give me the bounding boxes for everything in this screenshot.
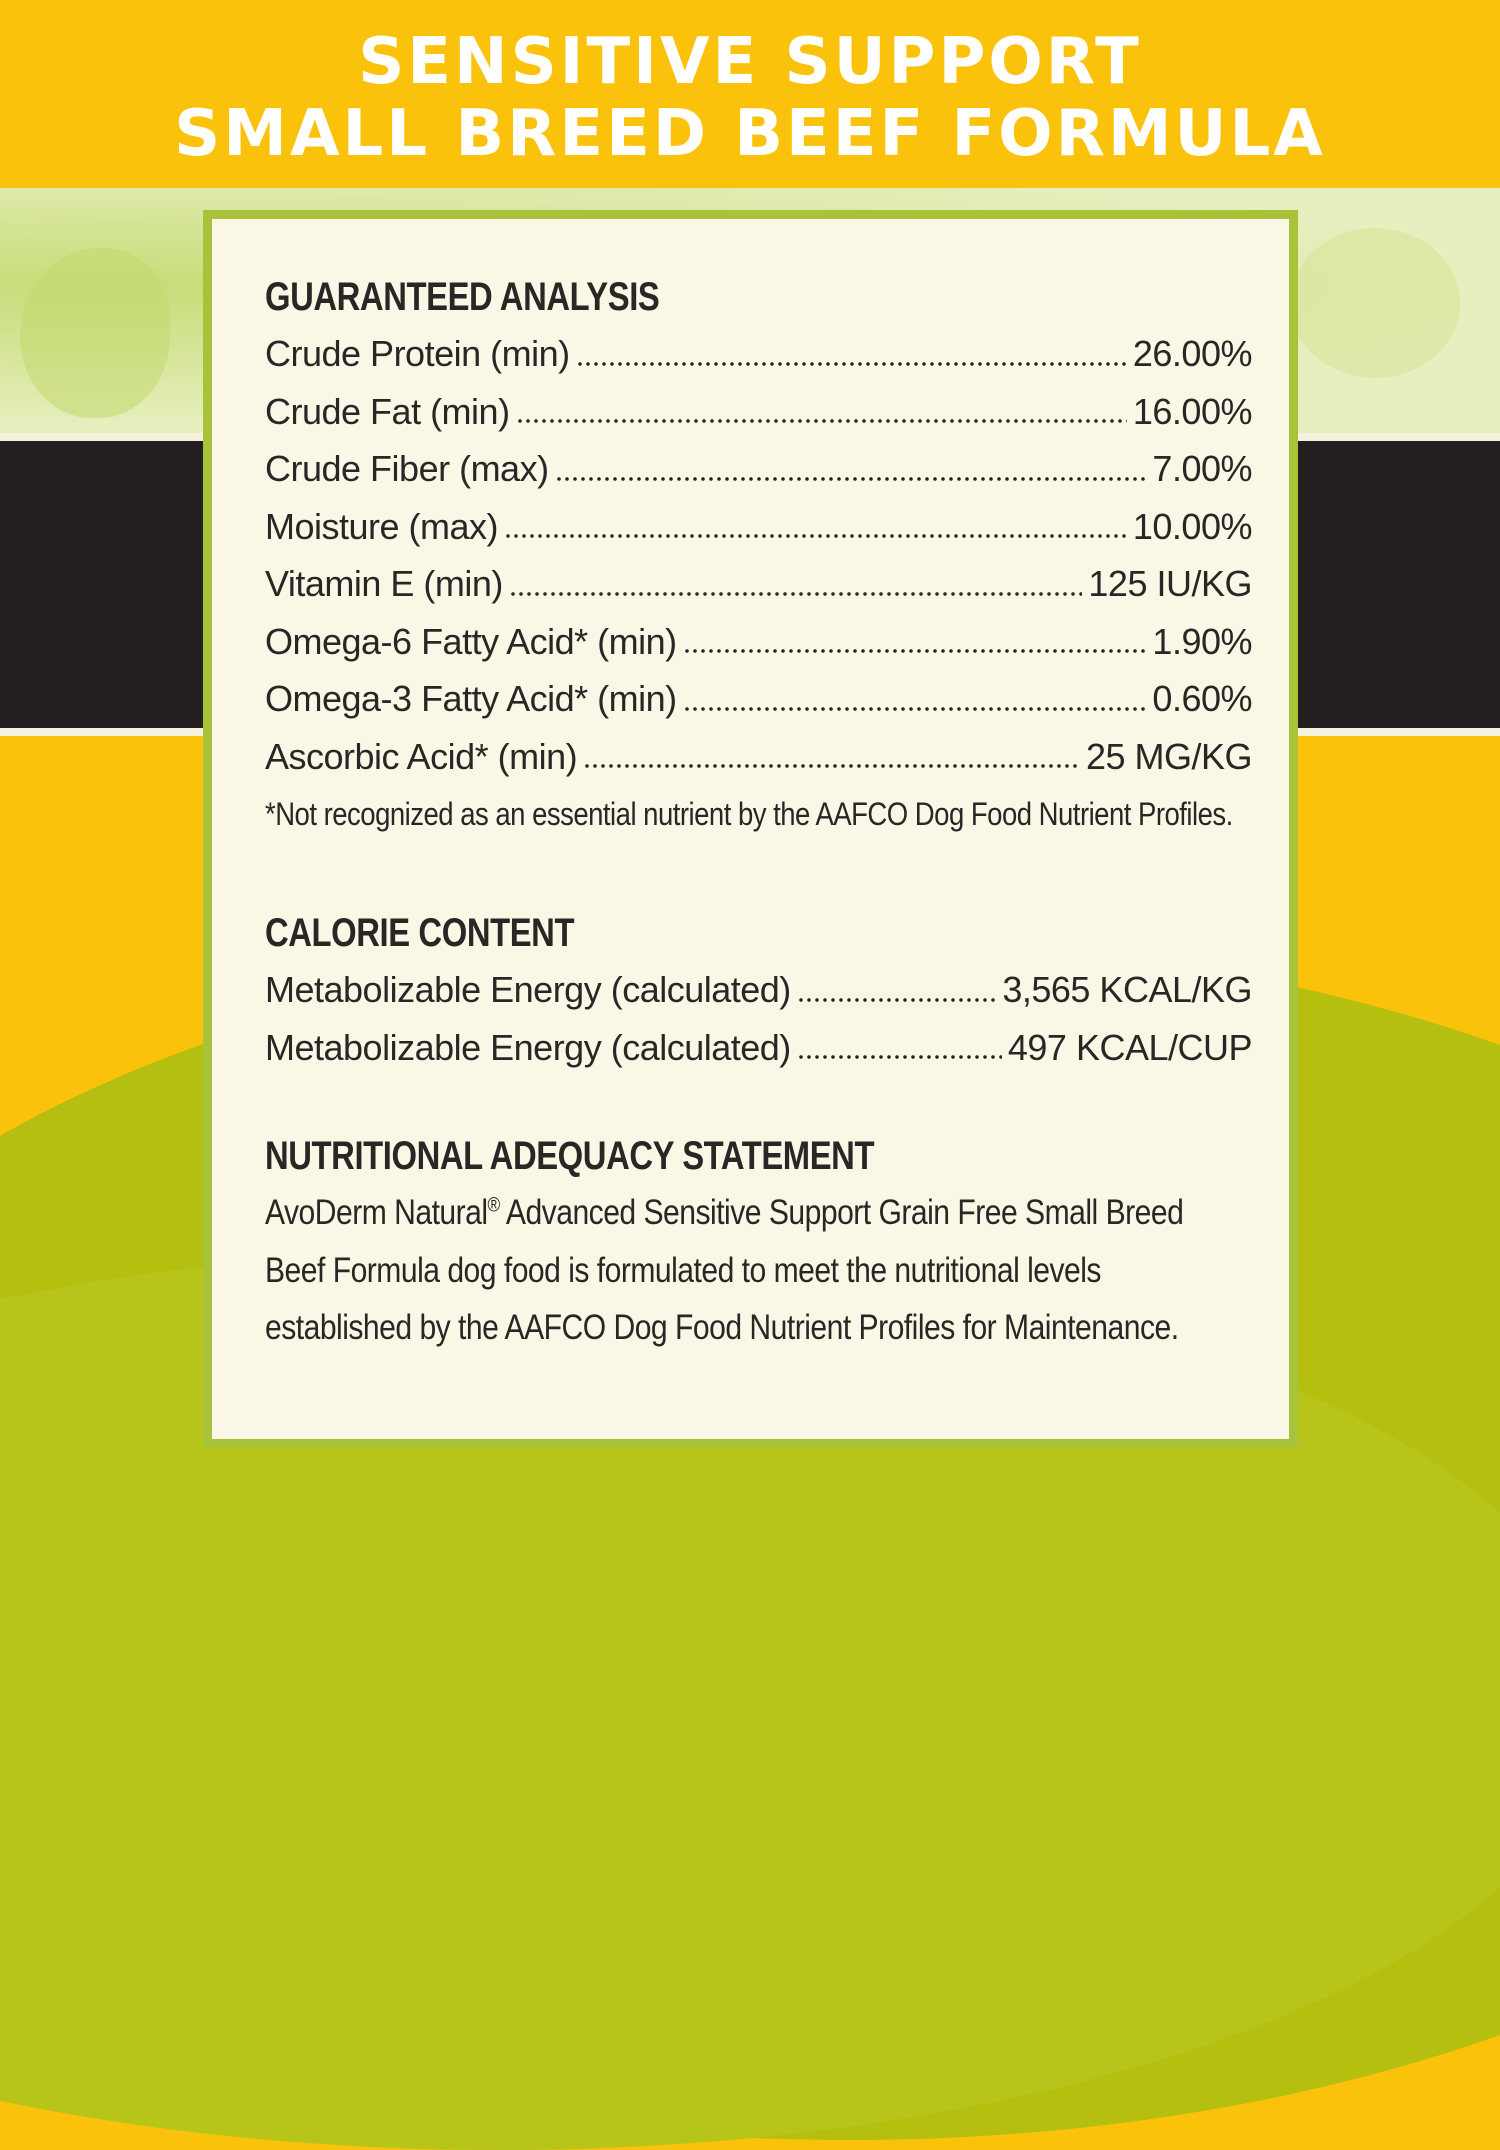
page-title bbox=[0, 26, 1500, 170]
registered-trademark: ® bbox=[487, 1194, 500, 1217]
analysis-row-moisture bbox=[265, 498, 1252, 556]
analysis-row-omega-3 bbox=[265, 670, 1252, 728]
analysis-label: Crude Protein (min) bbox=[265, 333, 570, 374]
calorie-row-per-kg bbox=[265, 961, 1252, 1019]
guaranteed-analysis-heading: GUARANTEED ANALYSIS bbox=[265, 275, 660, 319]
dot-leader bbox=[583, 738, 1080, 774]
statement-text: Advanced Sensitive Support Grain Free Small Breed Beef Formula dog food is formulated to meet the nutritional levels established by the AAFCO Dog Food Nutrient Profiles for Maintenance. bbox=[265, 1193, 1184, 1347]
aafco-footnote: *Not recognized as an essential nutrient by the AAFCO Dog Food Nutrient Profiles. bbox=[265, 796, 1233, 832]
dot-leader bbox=[797, 1029, 1002, 1065]
analysis-value: 26.00% bbox=[1132, 333, 1252, 374]
analysis-label: Crude Fat (min) bbox=[265, 390, 510, 432]
calorie-value: 3,565 KCAL/KG bbox=[1002, 969, 1252, 1010]
dot-leader bbox=[516, 393, 1127, 429]
analysis-value: 10.00% bbox=[1132, 505, 1252, 547]
brand-name: AvoDerm Natural bbox=[265, 1193, 488, 1232]
guaranteed-analysis-list bbox=[265, 325, 1252, 785]
analysis-label: Omega-6 Fatty Acid* (min) bbox=[265, 620, 677, 662]
calorie-content-list bbox=[265, 961, 1252, 1076]
nutritional-adequacy-heading: NUTRITIONAL ADEQUACY STATEMENT bbox=[265, 1134, 875, 1178]
calorie-row-per-cup bbox=[265, 1019, 1252, 1077]
analysis-row-crude-protein bbox=[265, 325, 1252, 383]
nutrition-content bbox=[265, 269, 1252, 1357]
analysis-label: Omega-3 Fatty Acid* (min) bbox=[265, 678, 677, 719]
analysis-row-vitamin-e bbox=[265, 555, 1252, 613]
analysis-label: Moisture (max) bbox=[265, 505, 499, 547]
calorie-label: Metabolizable Energy (calculated) bbox=[265, 1026, 791, 1068]
analysis-value: 7.00% bbox=[1152, 448, 1252, 489]
dot-leader bbox=[683, 681, 1147, 717]
calorie-content-heading: CALORIE CONTENT bbox=[265, 911, 575, 955]
dot-leader bbox=[509, 566, 1083, 602]
analysis-value: 1.90% bbox=[1152, 620, 1252, 662]
title-line-2: SMALL BREED BEEF FORMULA bbox=[174, 97, 1326, 171]
analysis-value: 16.00% bbox=[1132, 390, 1252, 432]
title-line-1: SENSITIVE SUPPORT bbox=[358, 25, 1142, 99]
adequacy-statement bbox=[265, 1184, 1250, 1357]
section-spacer bbox=[265, 843, 1252, 905]
analysis-row-ascorbic-acid bbox=[265, 728, 1252, 786]
dot-leader bbox=[504, 508, 1127, 544]
dot-leader bbox=[555, 451, 1147, 487]
dot-leader bbox=[797, 972, 997, 1008]
calorie-label: Metabolizable Energy (calculated) bbox=[265, 969, 791, 1010]
analysis-label: Vitamin E (min) bbox=[265, 563, 503, 604]
analysis-value: 25 MG/KG bbox=[1085, 735, 1252, 777]
analysis-label: Ascorbic Acid* (min) bbox=[265, 735, 578, 777]
analysis-value: 0.60% bbox=[1152, 678, 1252, 719]
dot-leader bbox=[683, 623, 1147, 659]
dot-leader bbox=[576, 336, 1127, 372]
analysis-row-crude-fiber bbox=[265, 440, 1252, 498]
analysis-row-omega-6 bbox=[265, 613, 1252, 671]
calorie-value: 497 KCAL/CUP bbox=[1007, 1026, 1252, 1068]
analysis-row-crude-fat bbox=[265, 383, 1252, 441]
adequacy-statement-wrapper bbox=[265, 1184, 1250, 1357]
analysis-label: Crude Fiber (max) bbox=[265, 448, 549, 489]
analysis-value: 125 IU/KG bbox=[1088, 563, 1252, 604]
nutrition-panel bbox=[203, 210, 1298, 1448]
section-spacer bbox=[265, 1076, 1252, 1128]
